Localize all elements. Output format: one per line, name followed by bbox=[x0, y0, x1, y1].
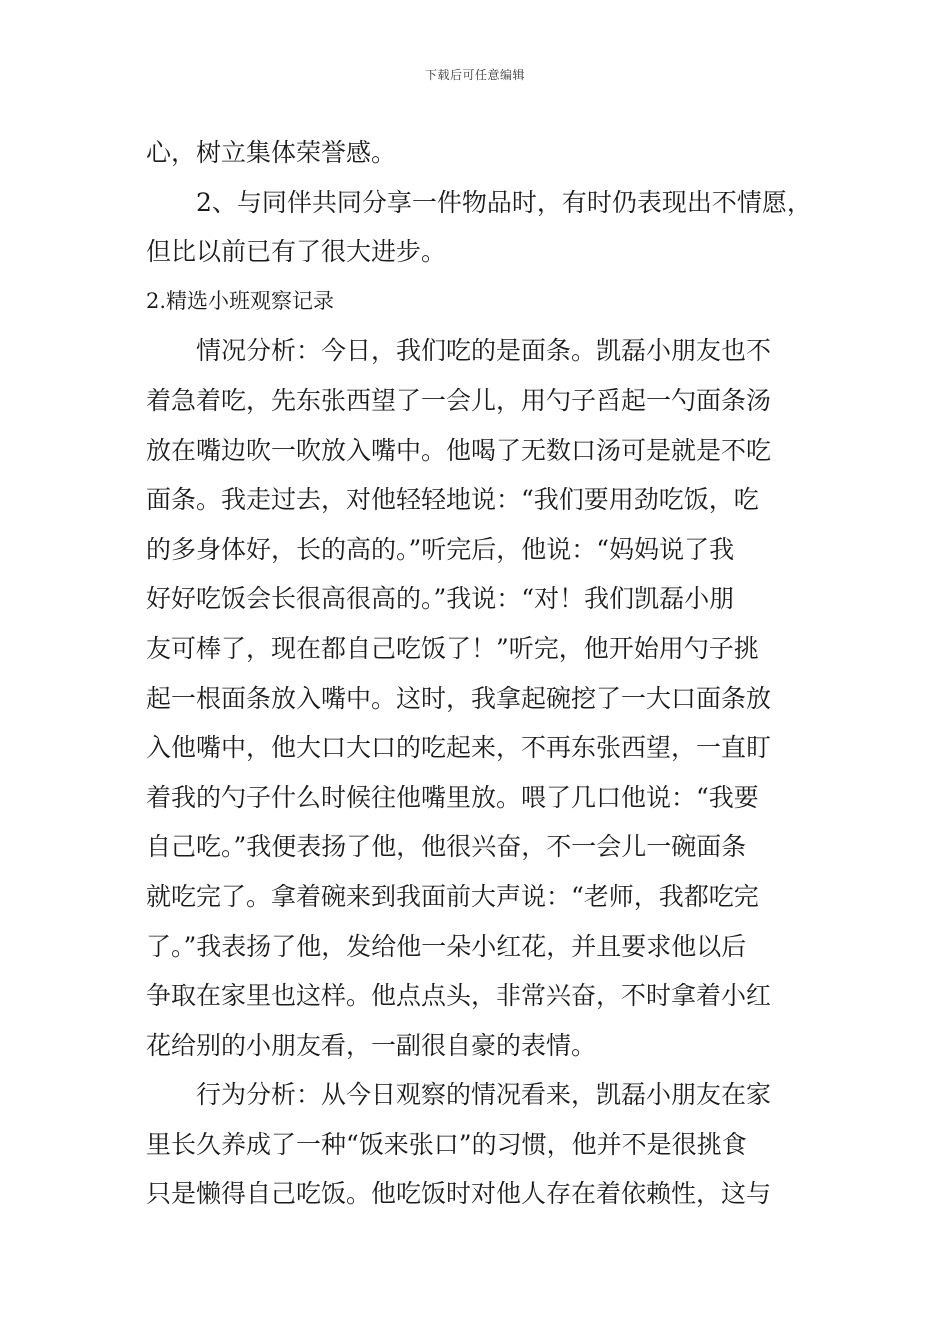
text-line: 2、与同伴共同分享一件物品时，有时仍表现出不情愿， bbox=[196, 187, 812, 217]
text-line: 情况分析：今日，我们吃的是面条。凯磊小朋友也不 bbox=[196, 336, 772, 366]
text-line: 面条。我走过去，对他轻轻地说：“我们要用劲吃饭，吃 bbox=[146, 485, 759, 515]
text-line: 行为分析：从今日观察的情况看来，凯磊小朋友在家 bbox=[196, 1080, 772, 1110]
text-line: 心，树立集体荣誉感。 bbox=[146, 138, 397, 167]
text-line: 自己吃。”我便表扬了他，他很兴奋，不一会儿一碗面条 bbox=[146, 832, 747, 862]
text-line: 就吃完了。拿着碗来到我面前大声说：“老师，我都吃完 bbox=[146, 881, 759, 911]
text-line: 放在嘴边吹一吹放入嘴中。他喝了无数口汤可是就是不吃 bbox=[146, 435, 772, 465]
document-body bbox=[146, 128, 810, 1219]
text-line: 里长久养成了一种“饭来张口”的习惯，他并不是很挑食 bbox=[146, 1129, 747, 1159]
text-line: 的多身体好，长的高的。”听完后，他说：“妈妈说了我 bbox=[146, 534, 735, 564]
text-line: 只是懒得自己吃饭。他吃饭时对他人存在着依赖性，这与 bbox=[146, 1179, 772, 1209]
text-line: 起一根面条放入嘴中。这时，我拿起碗挖了一大口面条放 bbox=[146, 683, 772, 713]
text-line: 争取在家里也这样。他点点头，非常兴奋，不时拿着小红 bbox=[146, 981, 772, 1011]
text-line: 友可棒了，现在都自己吃饭了！”听完，他开始用勺子挑 bbox=[146, 633, 759, 663]
text-line: 了。”我表扬了他，发给他一朵小红花，并且要求他以后 bbox=[146, 931, 747, 961]
text-line: 着我的勺子什么时候往他嘴里放。喂了几口他说：“我要 bbox=[146, 782, 759, 812]
text-line: 入他嘴中，他大口大口的吃起来，不再东张西望，一直盯 bbox=[146, 733, 772, 763]
text-line: 但比以前已有了很大进步。 bbox=[146, 237, 447, 267]
page-header: 下载后可任意编辑 bbox=[424, 68, 525, 82]
text-line: 着急着吃，先东张西望了一会儿，用勺子舀起一勺面条汤 bbox=[146, 385, 772, 415]
text-line: 花给别的小朋友看，一副很自豪的表情。 bbox=[146, 1030, 597, 1060]
text-line: 好好吃饭会长很高很高的。”我说：“对！我们凯磊小朋 bbox=[146, 584, 735, 614]
section-heading: 2.精选小班观察记录 bbox=[146, 288, 335, 313]
